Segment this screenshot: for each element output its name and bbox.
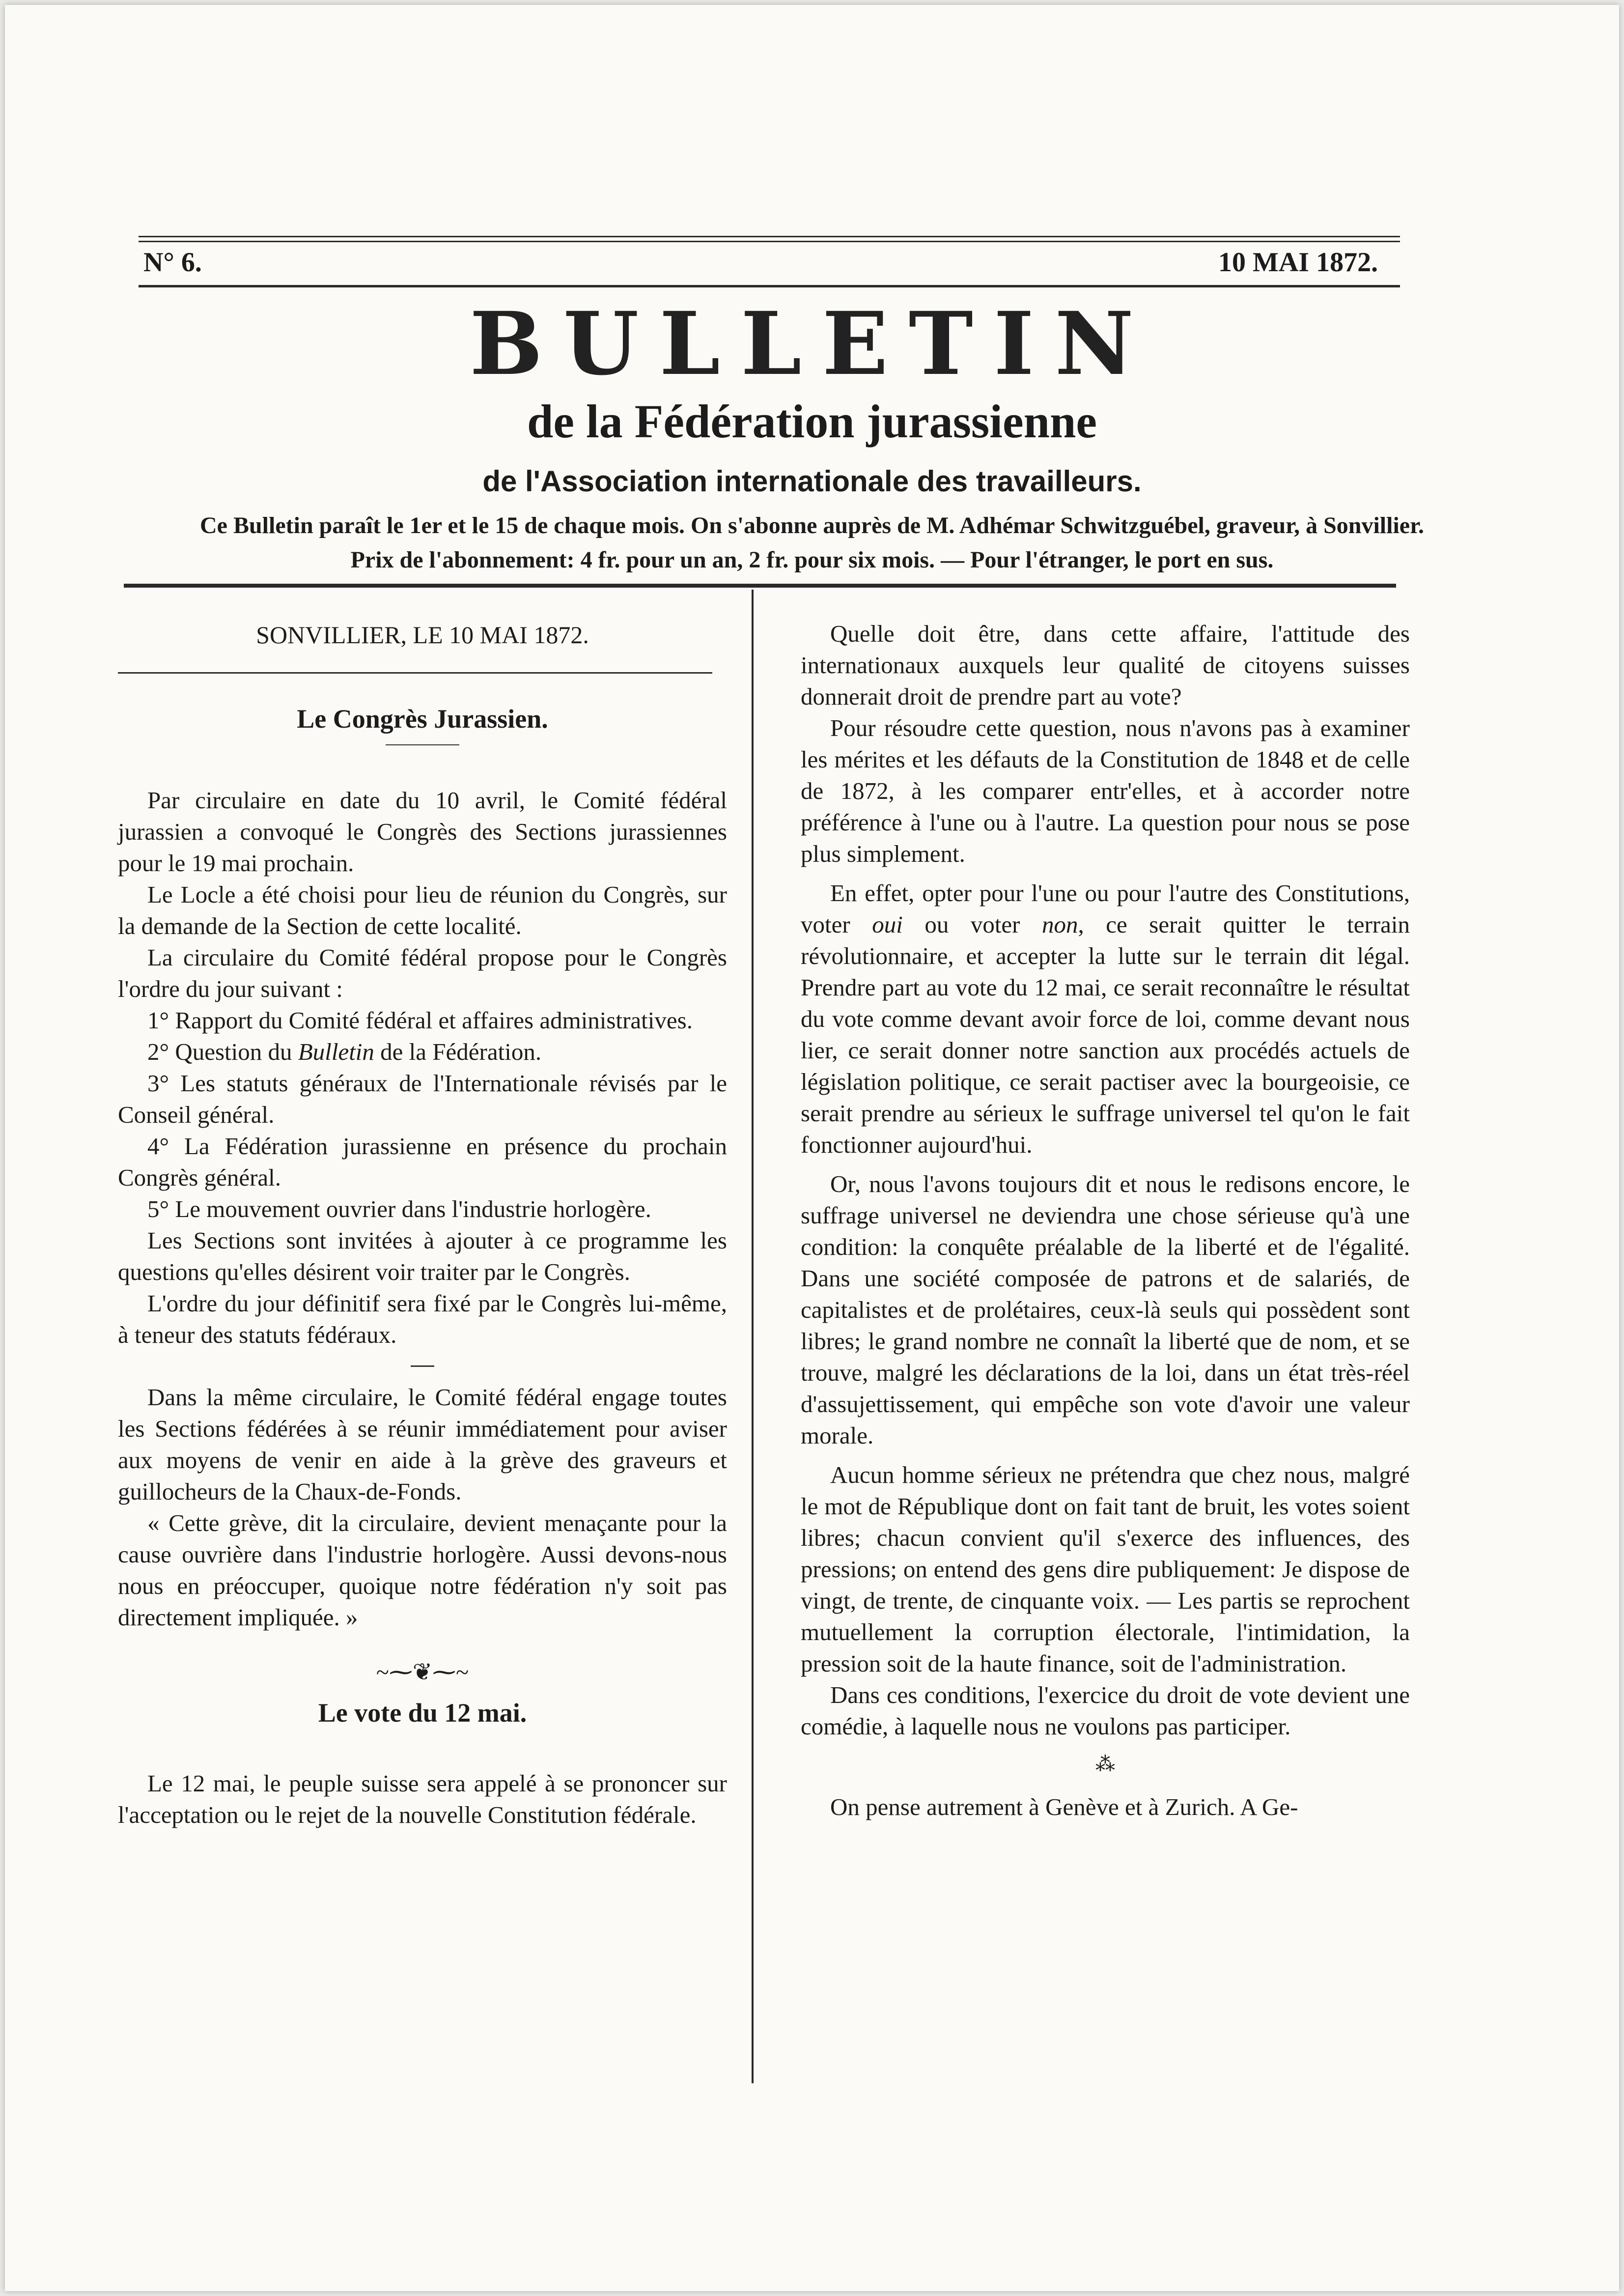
left-column: [118, 619, 727, 1831]
paragraph: Quelle doit être, dans cette affaire, l'attitude des internationaux auxquels leur qualité de citoyens suisses donnerait droit de prendre part au vote?: [801, 620, 1410, 710]
dateline: SONVILLIER, LE 10 MAI 1872.: [256, 621, 589, 649]
paragraph: Or, nous l'avons toujours dit et nous le redisons encore, le suffrage universel ne deviendra une chose sérieuse qu'à une condition: la conquête préalable de la liberté et de l'égalité. Dans une société composée de patrons et de salariés, de capitalistes et de prolétaires, ceux-là seuls qui possèdent sont libres; le grand nombre ne connaît la liberté que de nom, et se trouve, malgré les déclarations de la loi, dans un état très-réel d'assujettissement, qui empêche son vote d'avoir une valeur morale.: [801, 1170, 1410, 1449]
issue-date: 10 MAI 1872.: [1218, 247, 1378, 278]
paragraph: « Cette grève, dit la circulaire, devient menaçante pour la cause ouvrière dans l'industrie horlogère. Aussi devons-nous nous en préoccuper, quoique notre fédération n'y soit pas directement impliquée. »: [118, 1509, 727, 1631]
section-title-vote: Le vote du 12 mai.: [318, 1698, 527, 1728]
agenda-item-1: 1° Rapport du Comité fédéral et affaires administratives.: [147, 1007, 693, 1034]
subscription-info-line2: Prix de l'abonnement: 4 fr. pour un an, 2 fr. pour six mois. — Pour l'étranger, le port en sus.: [350, 547, 1274, 573]
paragraph: Aucun homme sérieux ne prétendra que chez nous, malgré le mot de République dont on fait tant de bruit, les votes soient libres; chacun convient qu'il s'exerce des influences, des pressions; on entend des gens dire publiquement: Je dispose de vingt, de trente, de cinquante voix. — Les partis se reprochent mutuellement la corruption électorale, l'intimidation, la pression soit de la haute finance, soit de l'administration.: [801, 1461, 1410, 1677]
paragraph: Dans ces conditions, l'exercice du droit de vote devient une comédie, à laquelle nous ne voulons pas participer.: [801, 1681, 1410, 1740]
p3-non: non: [1042, 911, 1078, 938]
p3-c: , ce serait quitter le terrain révolutionnaire, et accepter la lutte sur le terrain dit légal. Prendre part au vote du 12 mai, ce serait reconnaître le résultat du vote comme devant avoir force de loi, comme devant nous lier, ce serait donner notre sanction aux procédés actuels de législation politique, ce serait pactiser avec la bourgeoisie, ce serait prendre au sérieux le suffrage universel tel qu'on le fait fonctionner aujourd'hui.: [801, 911, 1410, 1158]
paragraph: Par circulaire en date du 10 avril, le Comité fédéral jurassien a convoqué le Congrès des Sections jurassiennes pour le 19 mai prochain.: [118, 787, 727, 877]
top-rule-thin-2: [139, 241, 1400, 242]
p3-oui: oui: [872, 911, 903, 938]
p3-b: ou voter: [902, 911, 1042, 938]
agenda-item-5: 5° Le mouvement ouvrier dans l'industrie horlogère.: [147, 1195, 651, 1222]
subscription-info-line1: Ce Bulletin paraît le 1er et le 15 de chaque mois. On s'abonne auprès de M. Adhémar Schwitzguébel, graveur, à Sonvillier.: [199, 512, 1424, 539]
paragraph: On pense autrement à Genève et à Zurich. A Ge-: [830, 1793, 1298, 1820]
newspaper-subtitle-association: de l'Association internationale des travailleurs.: [482, 465, 1142, 498]
newspaper-page: [5, 5, 1619, 2291]
paragraph: La circulaire du Comité fédéral propose pour le Congrès l'ordre du jour suivant :: [118, 944, 727, 1002]
newspaper-subtitle: de la Fédération jurassienne: [527, 395, 1097, 448]
short-separator: [411, 1365, 434, 1367]
agenda-item-2: [118, 1036, 727, 1068]
agenda-item-2-b: de la Fédération.: [374, 1038, 542, 1065]
paragraph: [801, 878, 1410, 1161]
right-column: [801, 618, 1410, 1823]
header-bottom-rule: [124, 584, 1396, 588]
ornament-divider: ~⁓❦⁓~: [376, 1659, 469, 1685]
section-title-congres: Le Congrès Jurassien.: [297, 704, 548, 734]
issue-number: N° 6.: [143, 247, 202, 278]
masthead-rule: [139, 285, 1400, 287]
agenda-item-2-a: 2° Question du: [147, 1038, 298, 1065]
paragraph: Le 12 mai, le peuple suisse sera appelé à se prononcer sur l'acceptation ou le rejet de la nouvelle Constitution fédérale.: [118, 1770, 727, 1828]
paragraph: Dans la même circulaire, le Comité fédéral engage toutes les Sections fédérées à se réunir immédiatement pour aviser aux moyens de venir en aide à la grève des graveurs et guillocheurs de la Chaux-de-Fonds.: [118, 1384, 727, 1505]
paragraph: L'ordre du jour définitif sera fixé par le Congrès lui-même, à teneur des statuts fédéraux.: [118, 1290, 727, 1348]
paragraph: Les Sections sont invitées à ajouter à ce programme les questions qu'elles désirent voir traiter par le Congrès.: [118, 1227, 727, 1285]
p3-a: En effet, opter pour l'une ou pour l'autre des Constitutions, voter: [801, 879, 1410, 938]
column-divider: [752, 590, 754, 2083]
agenda-item-3: 3° Les statuts généraux de l'Internationale révisés par le Conseil général.: [118, 1070, 727, 1128]
asterism: ⁂: [1095, 1753, 1115, 1775]
newspaper-title: BULLETIN: [469, 293, 1155, 395]
agenda-item-4: 4° La Fédération jurassienne en présence du prochain Congrès général.: [118, 1133, 727, 1191]
dateline-rule: [118, 672, 712, 674]
paragraph: Pour résoudre cette question, nous n'avons pas à examiner les mérites et les défauts de la Constitution de 1848 et de celle de 1872, à les comparer entr'elles, et à accorder notre préférence à l'une ou à l'autre. La question pour nous se pose plus simplement.: [801, 714, 1410, 867]
paragraph: Le Locle a été choisi pour lieu de réunion du Congrès, sur la demande de la Section de cette localité.: [118, 881, 727, 939]
top-rule-thin: [139, 236, 1400, 237]
heading-underline: [386, 744, 459, 745]
agenda-item-2-em: Bulletin: [298, 1038, 374, 1065]
